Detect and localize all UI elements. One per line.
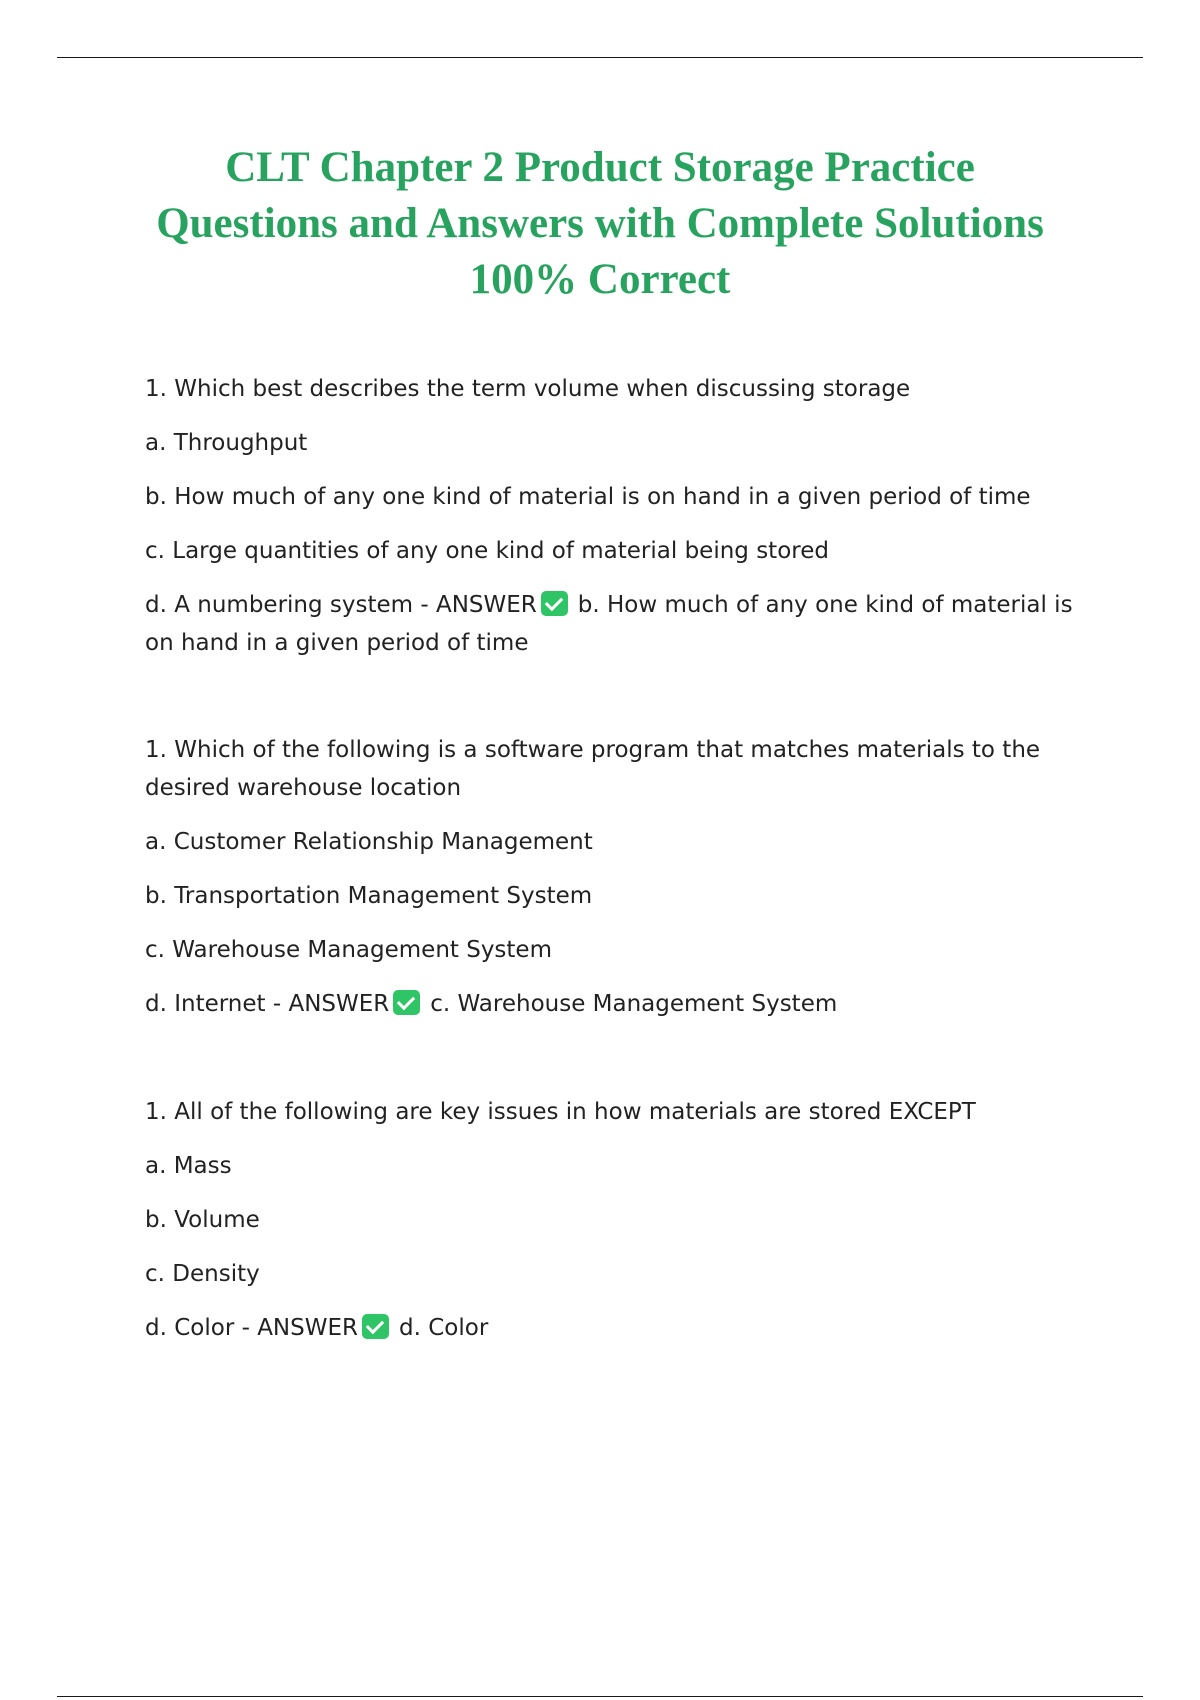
question-block-2 (145, 731, 1085, 1039)
bottom-rule (57, 1696, 1143, 1697)
checkmark-icon (541, 591, 568, 616)
option-c: c. Warehouse Management System (145, 937, 552, 963)
option-b: b. Volume (145, 1207, 260, 1233)
answer-text: b. How much of any one kind of material is on hand in a given period of time (145, 592, 1073, 656)
title-line-1: CLT Chapter 2 Product Storage Practice (225, 144, 975, 191)
question-text: 1. Which best describes the term volume when discussing storage (145, 376, 911, 402)
answer-text: d. Color (399, 1315, 489, 1341)
option-d-prefix: d. Internet - ANSWER (145, 991, 390, 1017)
checkmark-icon (362, 1314, 389, 1339)
option-a: a. Mass (145, 1153, 232, 1179)
option-c: c. Density (145, 1261, 260, 1287)
option-b: b. Transportation Management System (145, 883, 593, 909)
option-d-with-answer (145, 1309, 1085, 1347)
option-d-prefix: d. Color - ANSWER (145, 1315, 358, 1341)
option-d-with-answer (145, 586, 1085, 662)
option-d-with-answer (145, 985, 1085, 1023)
question-text: 1. Which of the following is a software program that matches materials to the desired warehouse location (145, 737, 1041, 801)
option-a: a. Customer Relationship Management (145, 829, 593, 855)
option-b: b. How much of any one kind of material is on hand in a given period of time (145, 484, 1031, 510)
option-a: a. Throughput (145, 430, 308, 456)
question-block-3 (145, 1093, 1085, 1363)
option-d-prefix: d. A numbering system - ANSWER (145, 592, 537, 618)
question-text: 1. All of the following are key issues in how materials are stored EXCEPT (145, 1099, 976, 1125)
option-c: c. Large quantities of any one kind of material being stored (145, 538, 829, 564)
checkmark-icon (393, 990, 420, 1015)
top-rule (57, 57, 1143, 58)
document-title (100, 140, 1100, 308)
question-block-1 (145, 370, 1085, 678)
answer-text: c. Warehouse Management System (430, 991, 838, 1017)
title-line-2: Questions and Answers with Complete Solutions (156, 200, 1044, 247)
title-line-3: 100% Correct (469, 256, 731, 303)
